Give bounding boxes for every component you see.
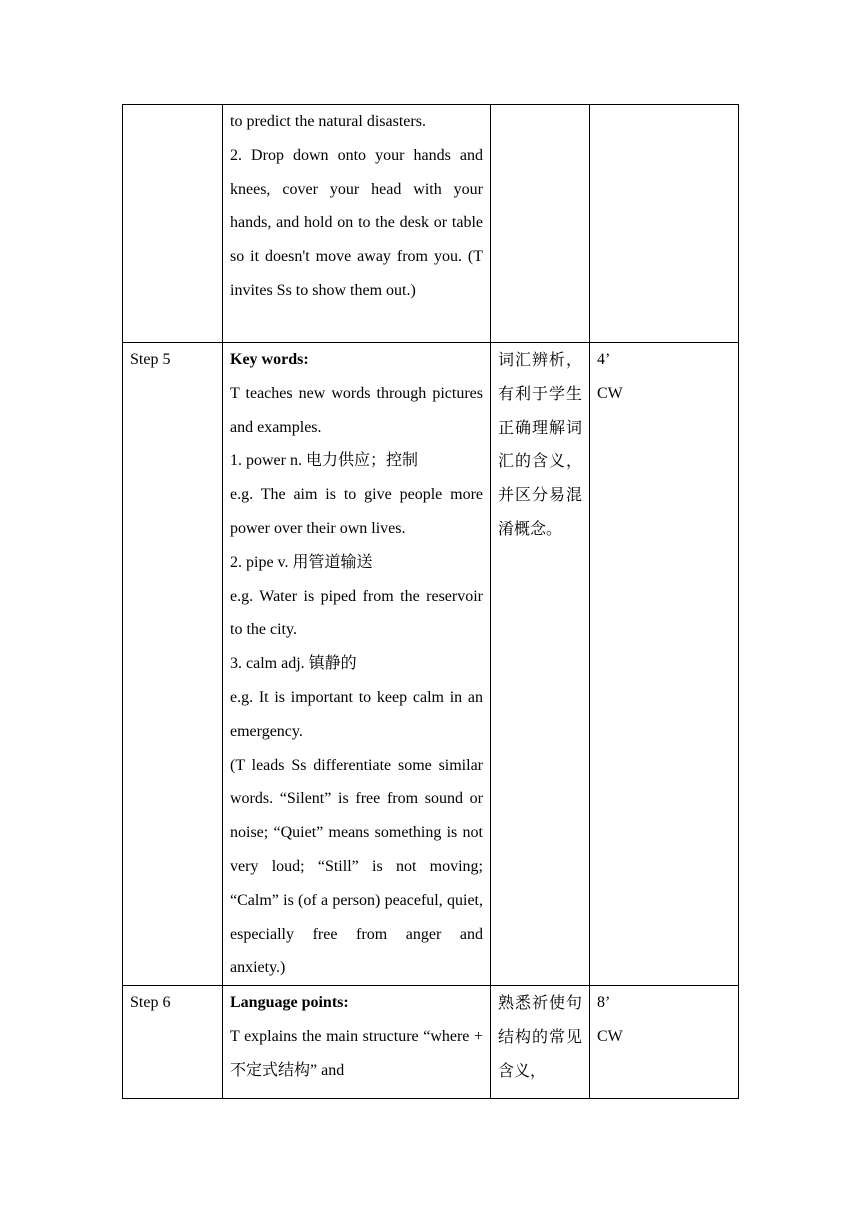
table-row xyxy=(123,343,739,986)
step-cell xyxy=(123,105,223,343)
aim-text: 词汇辨析，有利于学生正确理解词汇的含义，并区分易混淆概念。 xyxy=(498,350,582,538)
table-row xyxy=(123,986,739,1099)
form-value: CW xyxy=(597,1027,623,1045)
aim-text: 熟悉祈使句结构的常见含义， xyxy=(498,993,582,1080)
content-line: 2. pipe v. 用管道输送 xyxy=(230,553,373,571)
form-value: CW xyxy=(597,384,623,402)
content-line: e.g. Water is piped from the reservoir to the city. xyxy=(230,587,483,639)
table-row xyxy=(123,105,739,343)
content-line: 2. Drop down onto your hands and knees, cover your head with your hands, and hold on to the desk or table so it doesn't move away from you. (T invites Ss to show them out.) xyxy=(230,146,483,299)
step-label: Step 5 xyxy=(130,351,171,368)
time-value: 4’ xyxy=(597,351,611,368)
lesson-plan-table xyxy=(122,104,739,1099)
aim-cell xyxy=(491,343,590,986)
aim-cell xyxy=(491,986,590,1099)
step-label: Step 6 xyxy=(130,994,171,1012)
aim-cell xyxy=(491,105,590,343)
step-cell xyxy=(123,343,223,986)
time-form-cell xyxy=(590,343,739,986)
content-cell xyxy=(223,105,491,343)
content-line: T teaches new words through pictures and examples. xyxy=(230,384,483,436)
content-cell xyxy=(223,986,491,1099)
content-line: 3. calm adj. 镇静的 xyxy=(230,655,357,673)
content-cell xyxy=(223,343,491,986)
step-cell xyxy=(123,986,223,1099)
content-line: to predict the natural disasters. xyxy=(230,113,426,130)
content-line: e.g. It is important to keep calm in an emergency. xyxy=(230,688,483,740)
content-line: T explains the main structure “where + 不定式结构” and xyxy=(230,1027,483,1079)
time-value: 8’ xyxy=(597,994,611,1012)
content-line: e.g. The aim is to give people more power over their own lives. xyxy=(230,486,483,537)
time-form-cell xyxy=(590,105,739,343)
time-form-cell xyxy=(590,986,739,1099)
section-heading: Language points: xyxy=(230,994,349,1012)
section-heading: Key words: xyxy=(230,351,309,368)
content-line: 1. power n. 电力供应；控制 xyxy=(230,452,418,470)
content-line: (T leads Ss differentiate some similar words. “Silent” is free from sound or noise; “Quiet” means something is not very loud; “Still” is not moving; “Calm” is (of a person) peaceful, quiet, especially free from anger and anxiety.) xyxy=(230,756,483,977)
